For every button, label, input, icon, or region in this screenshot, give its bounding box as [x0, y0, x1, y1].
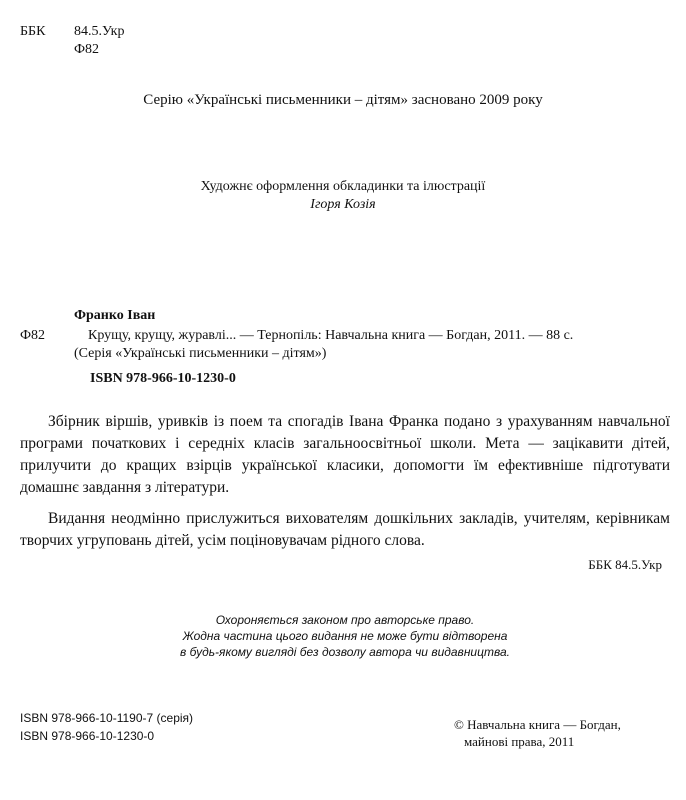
copyright-notice-line-1: Охороняється законом про авторське право.: [215, 613, 475, 627]
copyright-notice-line-3: в будь-якому вигляді без дозволу автора чи видавництва.: [180, 645, 510, 659]
catalog-series: (Серія «Українські письменники – дітям»): [74, 346, 327, 361]
catalog-author: Франко Іван: [74, 308, 156, 323]
annotation-paragraph-2: Видання неодмінно прислужиться вихователям дошкільних закладів, учителям, керівникам творчих угруповань дітей, усім поціновувачам рідного слова.: [20, 510, 670, 549]
footer-isbn-series: ISBN 978-966-10-1190-7 (серія): [20, 711, 194, 725]
copyright-notice-line-2: Жодна частина цього видання не може бути відтворена: [182, 629, 508, 643]
bbk-label: ББК: [20, 24, 46, 39]
catalog-isbn: ISBN 978-966-10-1230-0: [90, 371, 236, 386]
catalog-mark: Ф82: [20, 328, 46, 343]
catalog-title: Крущу, крущу, журавлі... — Тернопіль: Навчальна книга — Богдан, 2011. — 88 с.: [88, 328, 574, 343]
footer-copyright-line-2: майнові права, 2011: [464, 734, 575, 749]
footer-copyright-line-1: © Навчальна книга — Богдан,: [454, 717, 621, 732]
design-credit: Художнє оформлення обкладинки та ілюстрації: [200, 179, 486, 194]
bbk-code: 84.5.Укр: [74, 24, 125, 39]
series-note: Серію «Українські письменники – дітям» засновано 2009 року: [143, 92, 543, 108]
artist-name: Ігоря Козія: [310, 197, 376, 212]
annotation-bbk: ББК 84.5.Укр: [588, 557, 662, 572]
annotation-paragraph-1: Збірник віршів, уривків із поем та спогадів Івана Франка подано з урахуванням навчальної програми початкових і середніх класів загальноосвітньої школи. Мета — зацікавити дітей, прилучити до кращих взірців української класики, допомогти їм ефективніше підготувати домашнє завдання з літератури.: [20, 413, 670, 496]
author-mark: Ф82: [74, 42, 100, 57]
footer-isbn-book: ISBN 978-966-10-1230-0: [20, 729, 155, 743]
